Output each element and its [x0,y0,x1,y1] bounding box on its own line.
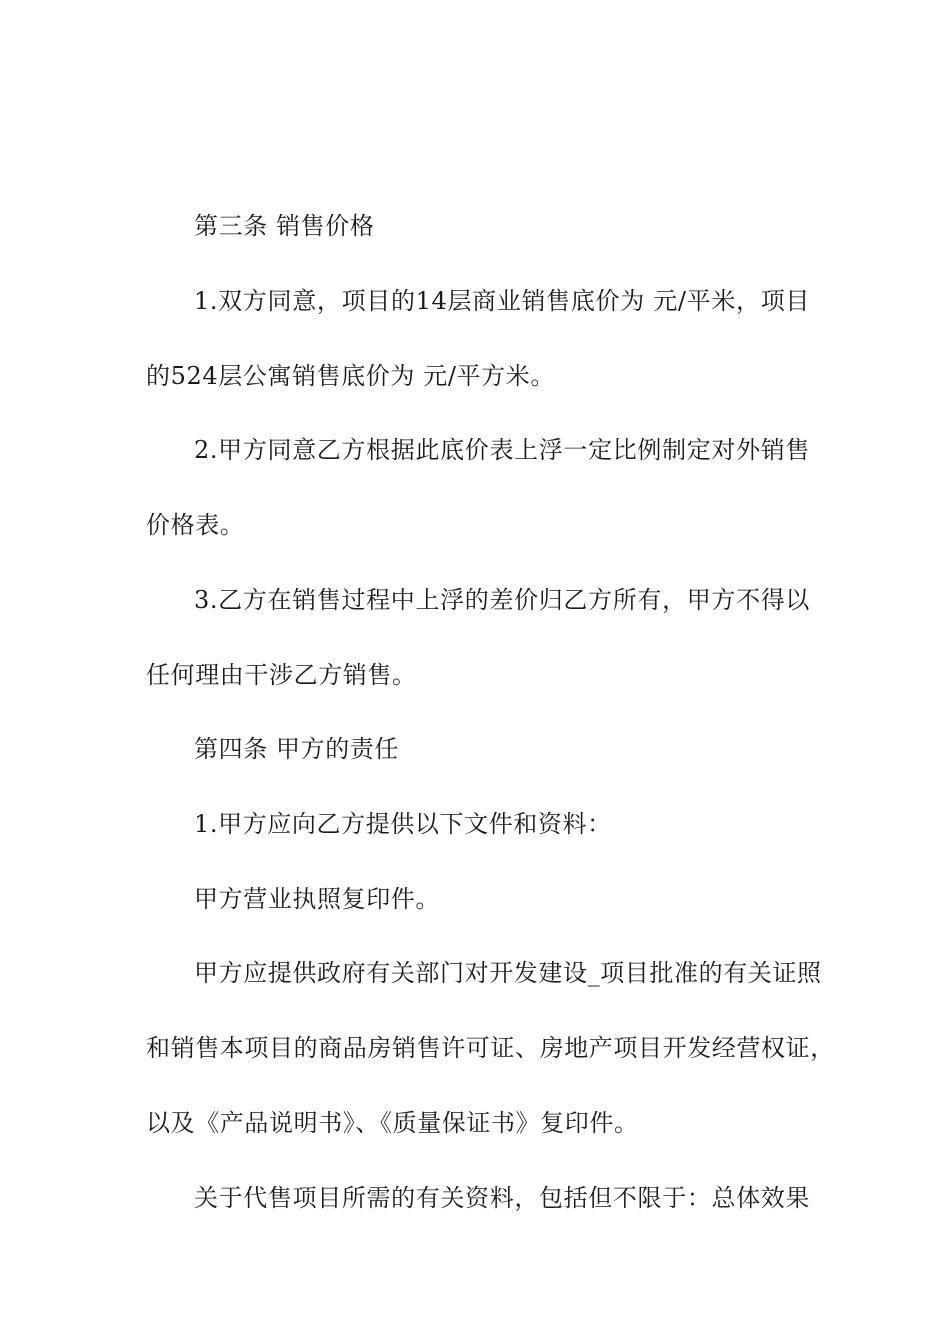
paragraph-line: 和销售本项目的商品房销售许可证、房地产项目开发经营权证， [146,1034,835,1062]
article-4-heading: 第四条 甲方的责任 [194,735,400,763]
paragraph-line: 以及《产品说明书》、《质量保证书》复印件。 [146,1109,639,1137]
paragraph-line: 关于代售项目所需的有关资料，包括但不限于：总体效果 [194,1184,810,1212]
paragraph-line: 价格表。 [146,511,245,539]
paragraph-line: 甲方营业执照复印件。 [194,885,440,913]
article-3-heading: 第三条 销售价格 [194,212,375,240]
paragraph-line: 1.双方同意，项目的14层商业销售底价为 元/平米，项目 [194,287,810,315]
paragraph-line: 1.甲方应向乙方提供以下文件和资料： [194,810,612,838]
paragraph-line: 2.甲方同意乙方根据此底价表上浮一定比例制定对外销售 [194,436,810,464]
paragraph-line: 任何理由干涉乙方销售。 [146,661,417,689]
paragraph-line: 3.乙方在销售过程中上浮的差价归乙方所有，甲方不得以 [194,586,810,614]
paragraph-line: 的524层公寓销售底价为 元/平方米。 [146,362,555,390]
paragraph-line: 甲方应提供政府有关部门对开发建设_项目批准的有关证照 [194,959,822,987]
